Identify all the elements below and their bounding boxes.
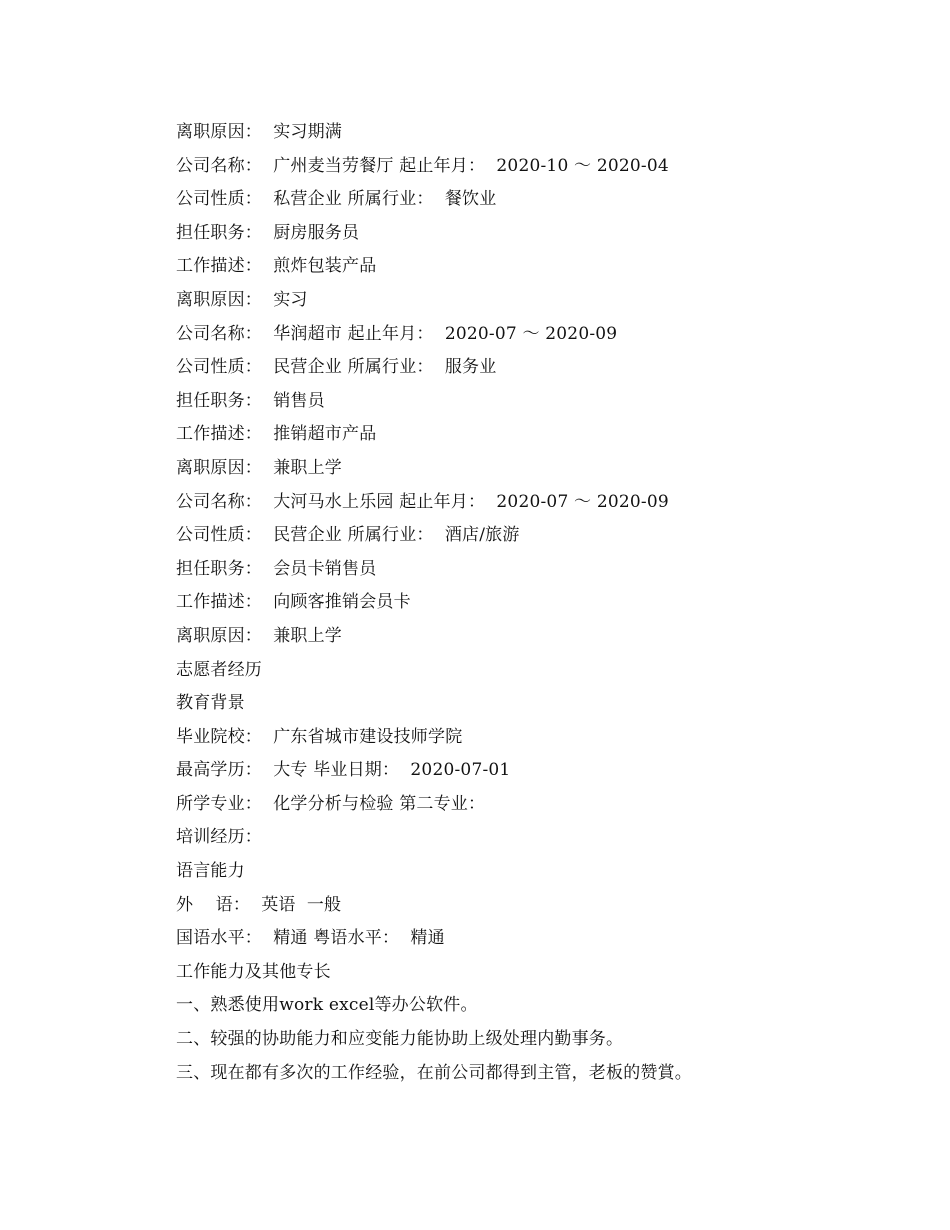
skill-item: 二、较强的协助能力和应变能力能协助上级处理内勤事务。 bbox=[176, 1029, 624, 1050]
job-description-line: 工作描述： 推销超市产品 bbox=[176, 424, 377, 445]
skill-item: 一、熟悉使用work excel等办公软件。 bbox=[176, 995, 478, 1016]
section-heading-language: 语言能力 bbox=[176, 861, 245, 882]
position-line: 担任职务： 厨房服务员 bbox=[176, 222, 360, 243]
foreign-language-line: 外 语： 英语 一般 bbox=[176, 894, 342, 915]
job-description-line: 工作描述： 煎炸包装产品 bbox=[176, 256, 377, 277]
section-heading-skills: 工作能力及其他专长 bbox=[176, 961, 331, 982]
section-heading-education: 教育背景 bbox=[176, 693, 245, 714]
mandarin-cantonese-line: 国语水平： 精通 粤语水平： 精通 bbox=[176, 928, 445, 949]
position-line: 担任职务： 销售员 bbox=[176, 390, 325, 411]
resignation-reason-line: 离职原因： 实习期满 bbox=[176, 122, 343, 142]
resignation-reason-line: 离职原因： 兼职上学 bbox=[176, 457, 343, 478]
skill-item: 三、现在都有多次的工作经验，在前公司都得到主管，老板的赞賞。 bbox=[176, 1062, 692, 1083]
major-line: 所学专业： 化学分析与检验 第二专业： bbox=[176, 793, 486, 814]
company-type-line: 公司性质： 民营企业 所属行业： 酒店/旅游 bbox=[176, 525, 520, 546]
resume-content bbox=[176, 116, 816, 1090]
graduated-school-line: 毕业院校： 广东省城市建设技师学院 bbox=[176, 726, 463, 747]
company-type-line: 公司性质： 民营企业 所属行业： 服务业 bbox=[176, 357, 497, 378]
training-line: 培训经历： bbox=[176, 827, 262, 848]
position-line: 担任职务： 会员卡销售员 bbox=[176, 558, 377, 579]
company-name-line: 公司名称： 大河马水上乐园 起止年月： 2020-07 ～ 2020-09 bbox=[176, 491, 669, 512]
section-heading-volunteer: 志愿者经历 bbox=[176, 659, 262, 680]
company-name-line: 公司名称： 广州麦当劳餐厅 起止年月： 2020-10 ～ 2020-04 bbox=[176, 155, 669, 176]
company-name-line: 公司名称： 华润超市 起止年月： 2020-07 ～ 2020-09 bbox=[176, 323, 618, 344]
resignation-reason-line: 离职原因： 实习 bbox=[176, 289, 308, 310]
highest-degree-line: 最高学历： 大专 毕业日期： 2020-07-01 bbox=[176, 760, 511, 781]
resignation-reason-line: 离职原因： 兼职上学 bbox=[176, 625, 343, 646]
company-type-line: 公司性质： 私营企业 所属行业： 餐饮业 bbox=[176, 189, 497, 210]
job-description-line: 工作描述： 向顾客推销会员卡 bbox=[176, 592, 411, 613]
